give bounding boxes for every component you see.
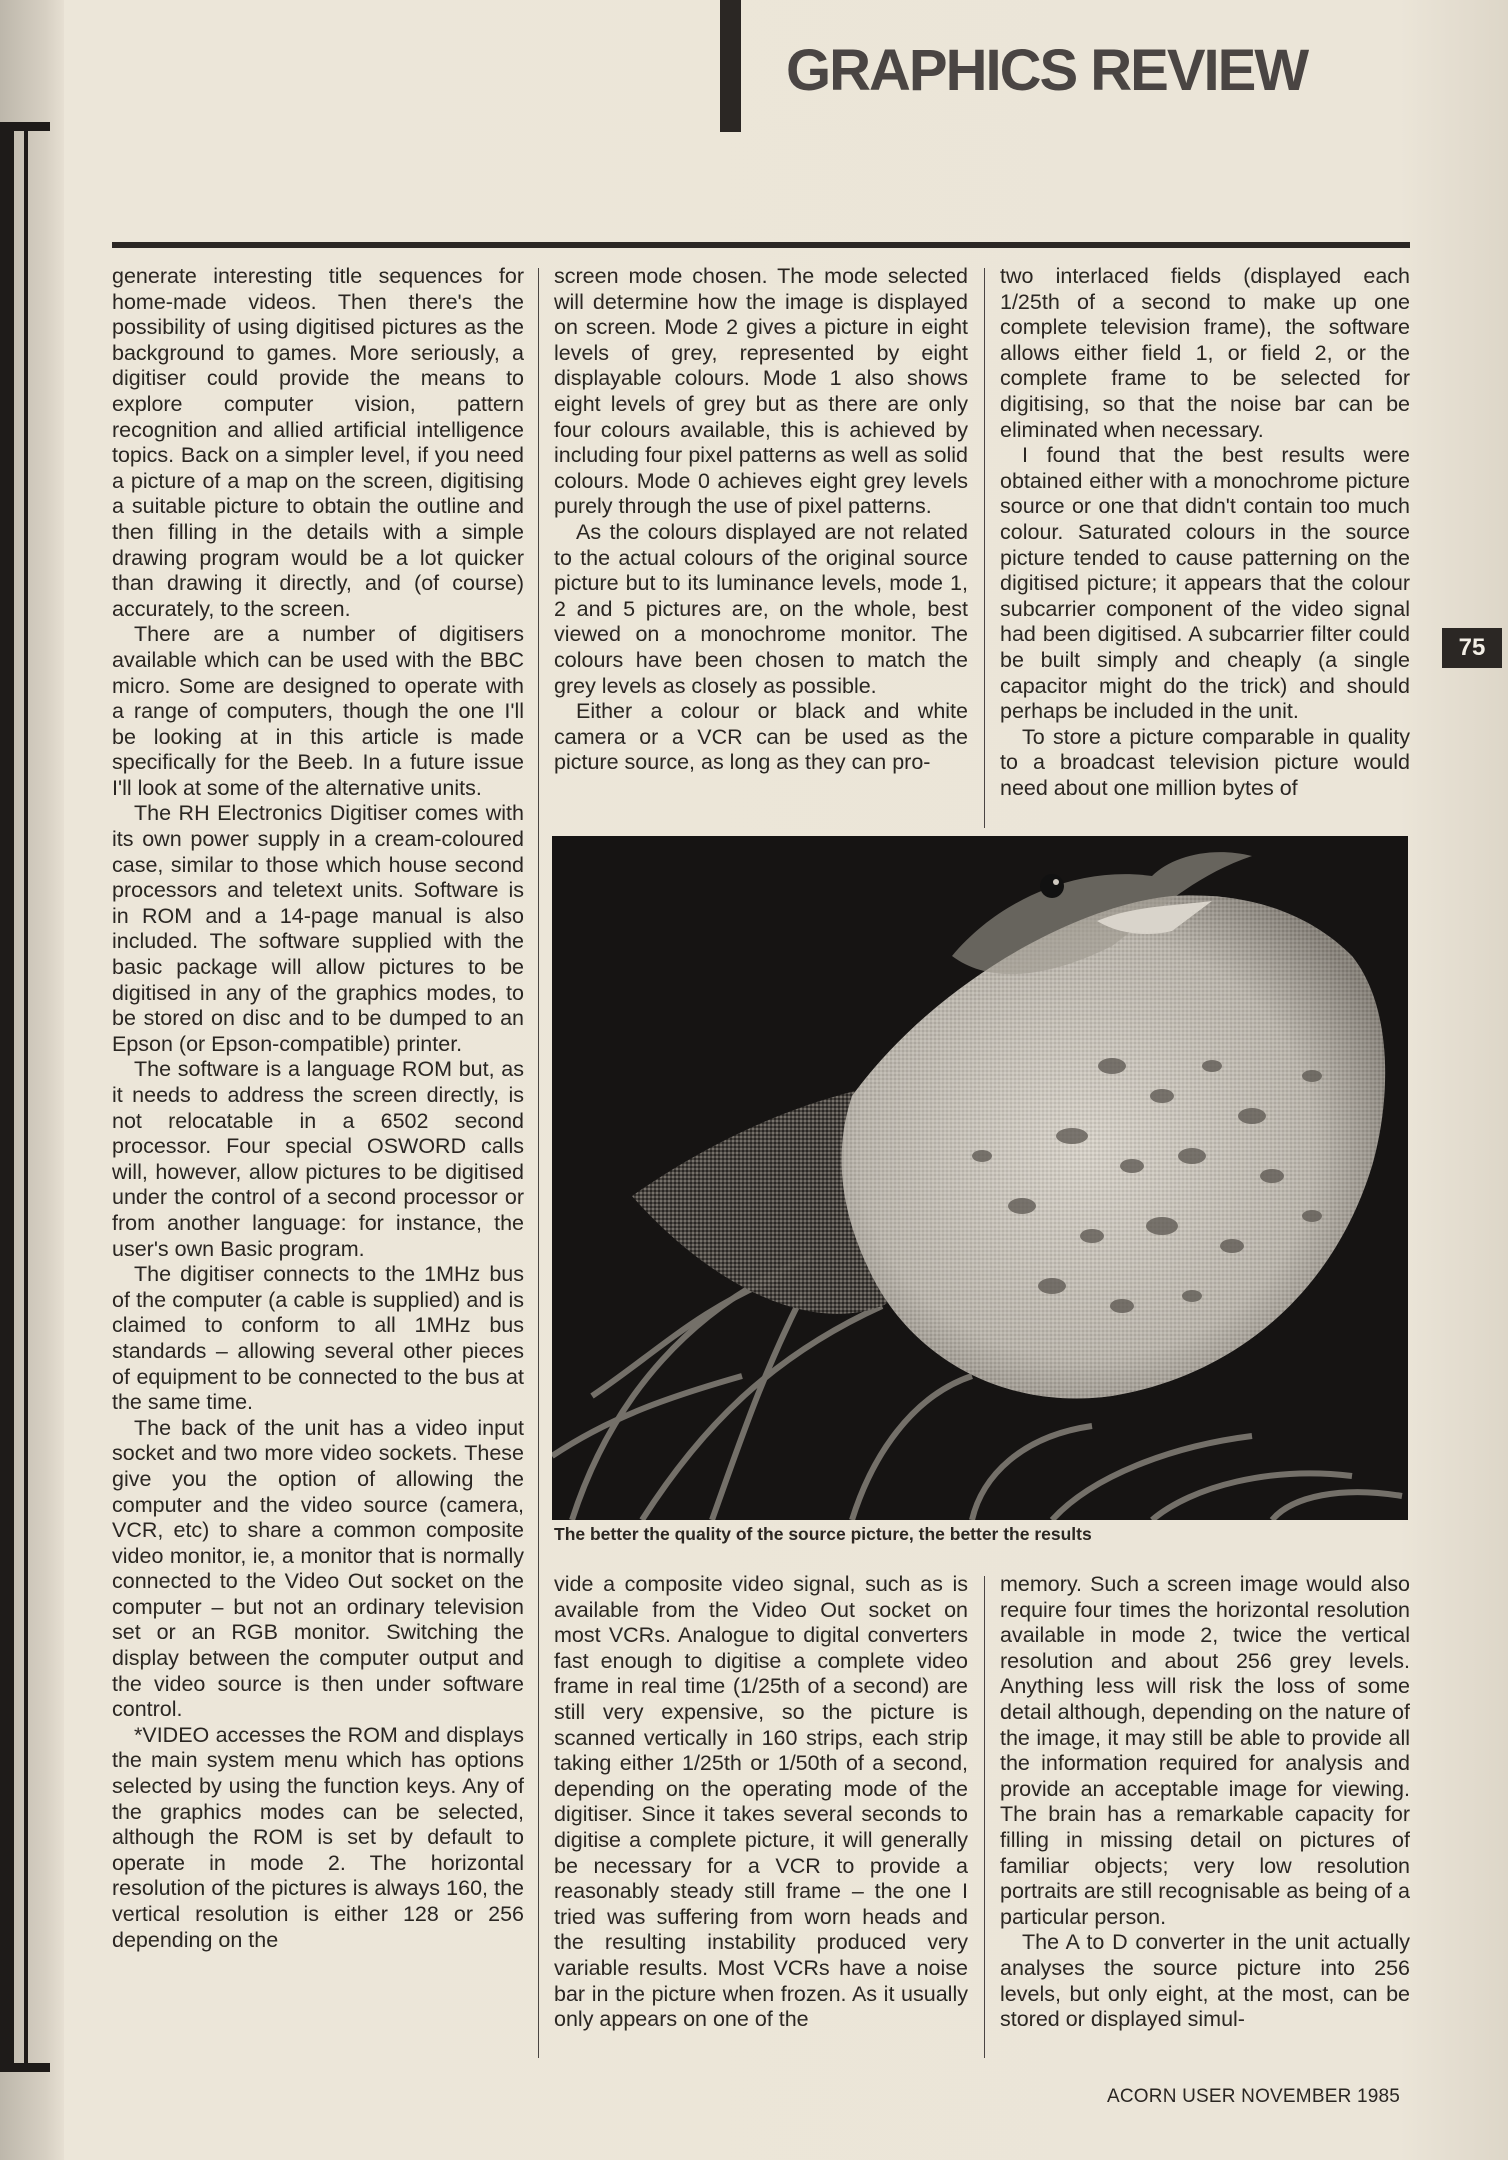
digitised-bird-photo — [552, 836, 1408, 1520]
paragraph: The A to D converter in the unit actually analyses the source picture into 256 levels, but only eight, at the most, can be stored or displayed simul- — [1000, 1930, 1410, 2032]
paragraph: The RH Electronics Digitiser comes with its own power supply in a cream-coloured case, similar to those which house second processors and teletext units. Software is in ROM and a 14-page manual is also included. The software supplied with the basic package will allow pictures to be digitised in any of the graphics modes, to be stored on disc and to be dumped to an Epson (or Epson-compatible) printer. — [112, 801, 524, 1056]
left-margin-bar — [0, 122, 14, 2072]
page-number-tab: 75 — [1442, 628, 1502, 668]
paragraph: As the colours displayed are not related to the actual colours of the original source picture but to its luminance levels, mode 1, 2 and 5 pictures are, on the whole, best viewed on a monochrome monitor. The colours have been chosen to match the grey levels as closely as possible. — [554, 519, 968, 698]
paragraph: *VIDEO accesses the ROM and displays the main system menu which has options selected by using the function keys. Any of the graphics modes can be selected, although the ROM is set by default to operate in mode 2. The horizontal resolution of the pictures is always 160, the vertical resolution is either 128 or 256 depending on the — [112, 1722, 524, 1952]
article-column-2-top — [554, 264, 968, 830]
article-column-3-bottom — [1000, 1572, 1410, 2062]
section-title: GRAPHICS REVIEW — [786, 38, 1308, 103]
bird-image — [552, 836, 1408, 1520]
article-column-2-bottom — [554, 1572, 968, 2062]
column-divider — [984, 268, 985, 828]
column-divider — [538, 268, 539, 2058]
paragraph: The back of the unit has a video input socket and two more video sockets. These give you the option of allowing the computer and the video source (camera, VCR, etc) to share a common composite video monitor, ie, a monitor that is normally connected to the Video Out socket on the computer – but not an ordinary television set or an RGB monitor. Switching the display between the computer output and the video source is then under software control. — [112, 1415, 524, 1722]
left-margin-bar-bottom — [0, 2063, 50, 2072]
header-rule — [112, 242, 1410, 248]
paragraph: The digitiser connects to the 1MHz bus of the computer (a cable is supplied) and is claimed to conform to all 1MHz bus standards – allowing several other pieces of equipment to be connected to the bus at the same time. — [112, 1262, 524, 1415]
paragraph: vide a composite video signal, such as is available from the Video Out socket on most VCRs. Analogue to digital converters fast enough to digitise a complete video frame in real time (1/25th of a second) are still very expensive, so the picture is scanned vertically in 160 strips, each strip taking either 1/25th or 1/50th of a second, depending on the operating mode of the digitiser. Since it takes several seconds to digitise a complete picture, it will generally be necessary for a VCR to provide a reasonably steady still frame – the one I tried was suffering from worn heads and the resulting instability produced very variable results. Most VCRs have a noise bar in the picture when frozen. As it usually only appears on one of the — [554, 1572, 968, 2032]
paragraph: screen mode chosen. The mode selected will determine how the image is displayed on screen. Mode 2 gives a picture in eight levels of grey, represented by eight displayable colours. Mode 1 also shows eight levels of grey but as there are only four colours available, this is achieved by including four pixel patterns as well as solid colours. Mode 0 achieves eight grey levels purely through the use of pixel patterns. — [554, 264, 968, 519]
paragraph: The software is a language ROM but, as it needs to address the screen directly, is not relocatable in a 6502 second processor. Four special OSWORD calls will, however, allow pictures to be digitised under the control of a second processor or from another language: for instance, the user's own Basic program. — [112, 1057, 524, 1261]
page-footer: ACORN USER NOVEMBER 1985 — [1107, 2086, 1401, 2107]
left-margin-bar-top — [0, 122, 50, 131]
photo-caption: The better the quality of the source picture, the better the results — [554, 1524, 1092, 1544]
left-margin-inner-line — [24, 131, 28, 2063]
paragraph: generate interesting title sequences for home-made videos. Then there's the possibility of using digitised pictures as the background to games. More seriously, a digitiser could provide the means to explore computer vision, pattern recognition and allied artificial intelligence topics. Back on a simpler level, if you need a picture of a map on the screen, digitising a suitable picture to obtain the outline and then filling in the details with a simple drawing program would be a lot quicker than drawing it directly, and (of course) accurately, to the screen. — [112, 264, 524, 621]
column-divider — [984, 1576, 985, 2058]
paragraph: I found that the best results were obtained either with a monochrome picture source or one that didn't contain too much colour. Saturated colours in the source picture tended to cause patterning on the digitised picture; it appears that the colour subcarrier component of the video signal had been digitised. A subcarrier filter could be built simply and cheaply (a single capacitor might do the trick) and should perhaps be included in the unit. — [1000, 443, 1410, 724]
header-accent-block — [720, 0, 741, 132]
paragraph: two interlaced fields (displayed each 1/25th of a second to make up one complete television frame), the software allows either field 1, or field 2, or the complete frame to be selected for digitising, so that the noise bar can be eliminated when necessary. — [1000, 264, 1410, 442]
article-column-1 — [112, 264, 524, 2064]
bird-eye — [1040, 874, 1064, 898]
paragraph: There are a number of digitisers available which can be used with the BBC micro. Some are designed to operate with a range of computers, though the one I'll be looking at in this article is made specifically for the Beeb. In a future issue I'll look at some of the alternative units. — [112, 622, 524, 800]
article-column-3-top — [1000, 264, 1410, 830]
paragraph: memory. Such a screen image would also require four times the horizontal resolution available in mode 2, twice the vertical resolution and about 256 grey levels. Anything less will risk the loss of some detail although, depending on the nature of the image, it may still be able to provide all the information required for analysis and provide an acceptable image for viewing. The brain has a remarkable capacity for filling in missing detail on pictures of familiar objects; very low resolution portraits are still recognisable as being of a particular person. — [1000, 1572, 1410, 1929]
paragraph: Either a colour or black and white camera or a VCR can be used as the picture source, as long as they can pro- — [554, 699, 968, 775]
paragraph: To store a picture comparable in quality to a broadcast television picture would need about one million bytes of — [1000, 724, 1410, 800]
